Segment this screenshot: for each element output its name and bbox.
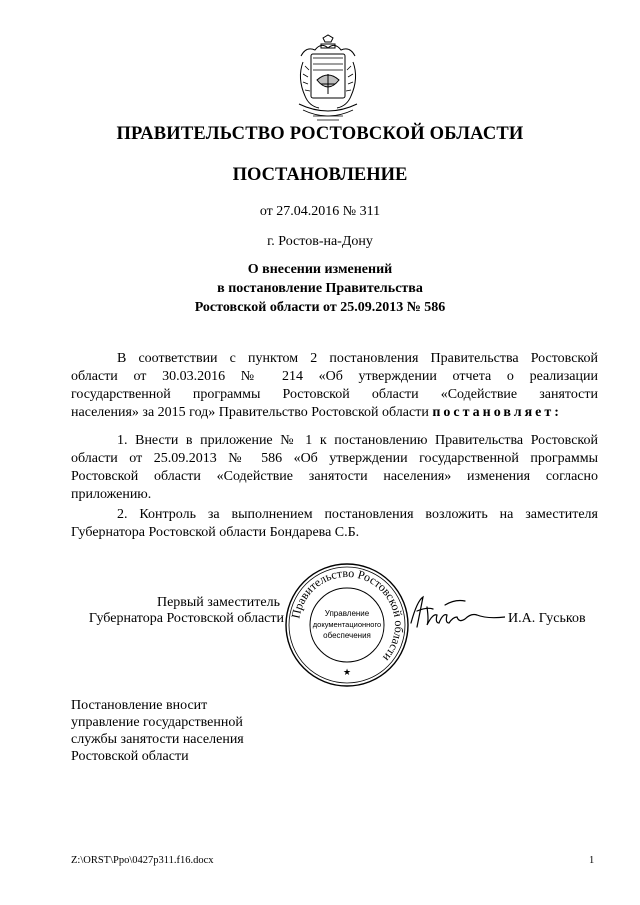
text-line: области от 25.09.2013 № 586 «Об утверждении государственной программы [71,451,598,466]
page-number: 1 [589,855,595,866]
subject-line: в постановление Правительства [217,281,423,296]
document-city: г. Ростов-на-Дону [267,234,373,249]
preamble-paragraph [71,350,598,422]
footer-note-line: Ростовской области [71,749,189,764]
subject-line: О внесении изменений [247,262,393,277]
signatory-title-line2: Губернатора Ростовской области [88,611,284,626]
document-type-title: ПОСТАНОВЛЕНИЕ [232,165,408,185]
stamp-center-line: обеспечения [323,631,371,640]
text-line: Ростовской области «Содействие занятости населения» изменения согласно [71,469,598,484]
file-path: Z:\ORST\Ppo\0427p311.f16.docx [71,855,214,866]
text-line: Губернатора Ростовской области Бондарева С.Б. [71,525,360,540]
footer-note-line: Постановление вносит [71,698,208,713]
stamp-ring-text: Правительство Ростовской области [288,565,407,665]
clause-2-paragraph [71,506,598,542]
government-name: ПРАВИТЕЛЬСТВО РОСТОВСКОЙ ОБЛАСТИ [116,124,524,144]
text-line: 2. Контроль за выполнением постановления возложить на заместителя [117,507,598,522]
document-date-number: от 27.04.2016 № 311 [259,204,381,219]
text-line [71,404,598,422]
subject-line: Ростовской области от 25.09.2013 № 586 [194,300,446,315]
footer-note-line: управление государственной [71,715,243,730]
text-line: 1. Внести в приложение № 1 к постановлению Правительства Ростовской [117,433,598,448]
text-line: приложению. [71,487,152,502]
handwritten-signature [405,585,505,645]
stamp-star-icon: ★ [342,667,352,677]
stamp-center-line: Управление [324,609,370,618]
resolution-keyword: постановляет: [432,405,562,420]
text-line: государственной программы Ростовской области «Содействие занятости [71,387,598,402]
coat-of-arms-emblem [293,34,363,126]
stamp-center-line: документационного [312,620,382,629]
official-stamp [282,560,412,690]
text-line: области от 30.03.2016 № 214 «Об утверждении отчета о реализации [71,369,598,384]
clause-1-paragraph [71,432,598,504]
signatory-title-line1: Первый заместитель [156,595,280,610]
text-line: В соответствии с пунктом 2 постановления Правительства Ростовской [117,351,598,366]
text-line-content: населения» за 2015 год» Правительство Ростовской области [71,405,429,420]
footer-note-line: службы занятости населения [71,732,244,747]
signatory-name: И.А. Гуськов [508,611,586,626]
